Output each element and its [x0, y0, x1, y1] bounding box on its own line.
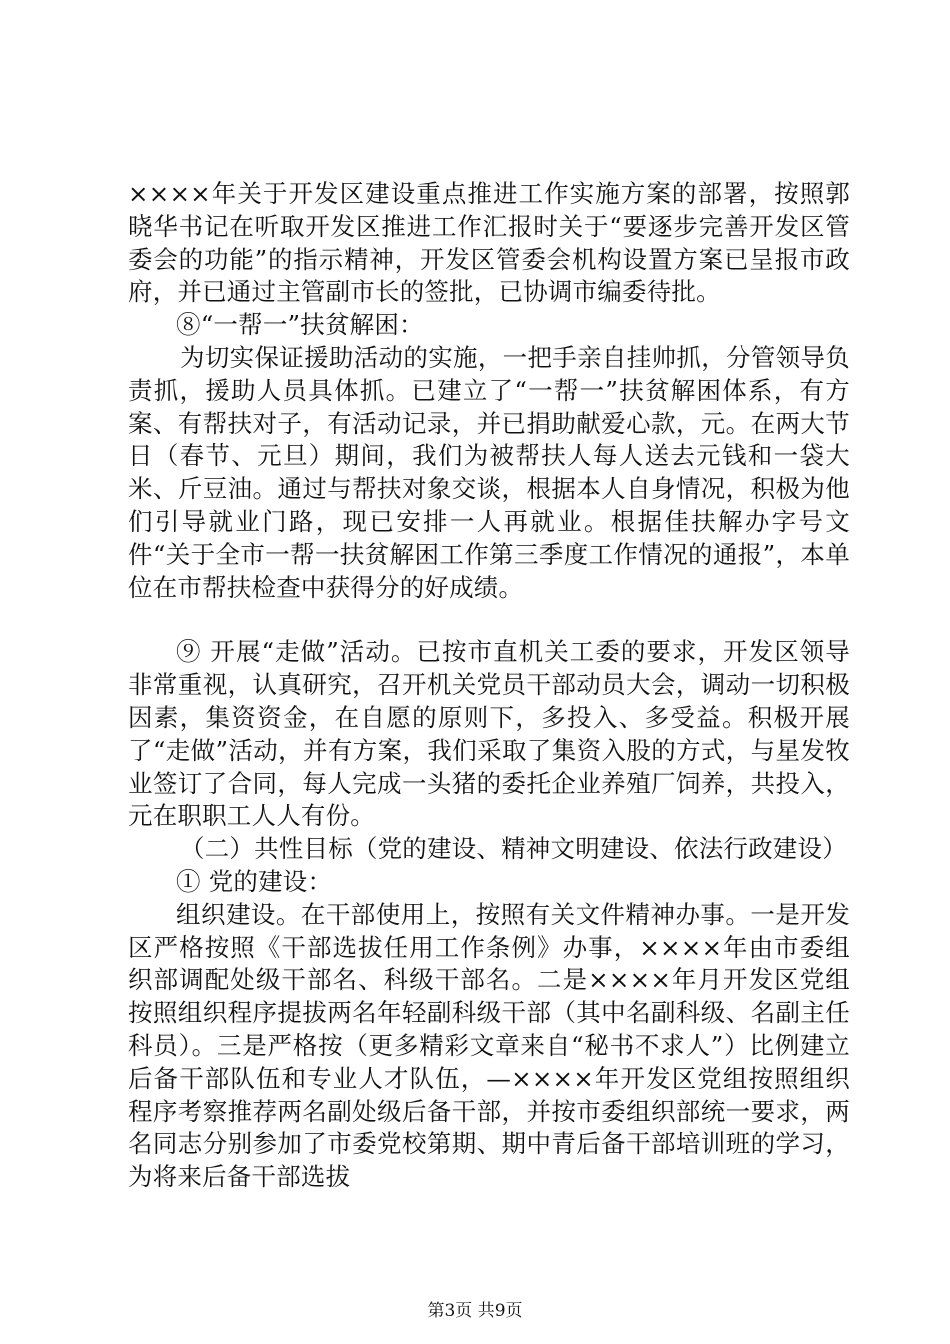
paragraph-poverty-relief: 为切实保证援助活动的实施，一把手亲自挂帅抓，分管领导负责抓，援助人员具体抓。已建立了“一帮一”扶贫解困体系，有方案、有帮扶对子，有活动记录，并已捐助献爱心款，元。在两大节日（春节、元旦）期间，我们为被帮扶人每人送去元钱和一袋大米、斤豆油。通过与帮扶对象交谈，根据本人自身情况，积极为他们引导就业门路，现已安排一人再就业。根据佳扶解办字号文件“关于全市一帮一扶贫解困工作第三季度工作情况的通报”，本单位在市帮扶检查中获得分的好成绩。 — [128, 342, 850, 602]
paragraph-gap — [128, 604, 850, 636]
heading-poverty-relief: ⑧“一帮一”扶贫解困： — [176, 310, 424, 340]
paragraph-organization-building: 组织建设。在干部使用上，按照有关文件精神办事。一是开发区严格按照《干部选拔任用工作条例》办事，××××年由市委组织部调配处级干部名、科级干部名。二是××××年月开发区党组按照组织程序提拔两名年轻副科级干部（其中名副科级、名副主任科员）。三是严格按（更多精彩文章来自“秘书不求人”）比例建立后备干部队伍和专业人才队伍，—××××年开发区党组按照组织程序考察推荐两名副处级后备干部，并按市委组织部统一要求，两名同志分别参加了市委党校第期、期中青后备干部培训班的学习，为将来后备干部选拔 — [128, 899, 850, 1192]
page-number-footer: 第3页 共9页 — [427, 1301, 523, 1321]
paragraph-dev-zone-plan: ××××年关于开发区建设重点推进工作实施方案的部署，按照郭晓华书记在听取开发区推进工作汇报时关于“要逐步完善开发区管委会的功能”的指示精神，开发区管委会机构设置方案已呈报市政府，并已通过主管副市长的签批，已协调市编委待批。 — [128, 179, 850, 307]
heading-common-goals: （二）共性目标（党的建设、精神文明建设、依法行政建设） — [180, 834, 847, 864]
heading-party-building: ① 党的建设： — [176, 866, 333, 896]
paragraph-zouzuo-activity: ⑨ 开展“走做”活动。已按市直机关工委的要求，开发区领导非常重视，认真研究，召开机关党员干部动员大会，调动一切积极因素，集资资金，在自愿的原则下，多投入、多受益。积极开展了“走做”活动，并有方案，我们采取了集资入股的方式，与星发牧业签订了合同，每人完成一头猪的委托企业养殖厂饲养，共投入，元在职职工人人有份。 — [128, 637, 850, 831]
document-body — [128, 178, 850, 1194]
